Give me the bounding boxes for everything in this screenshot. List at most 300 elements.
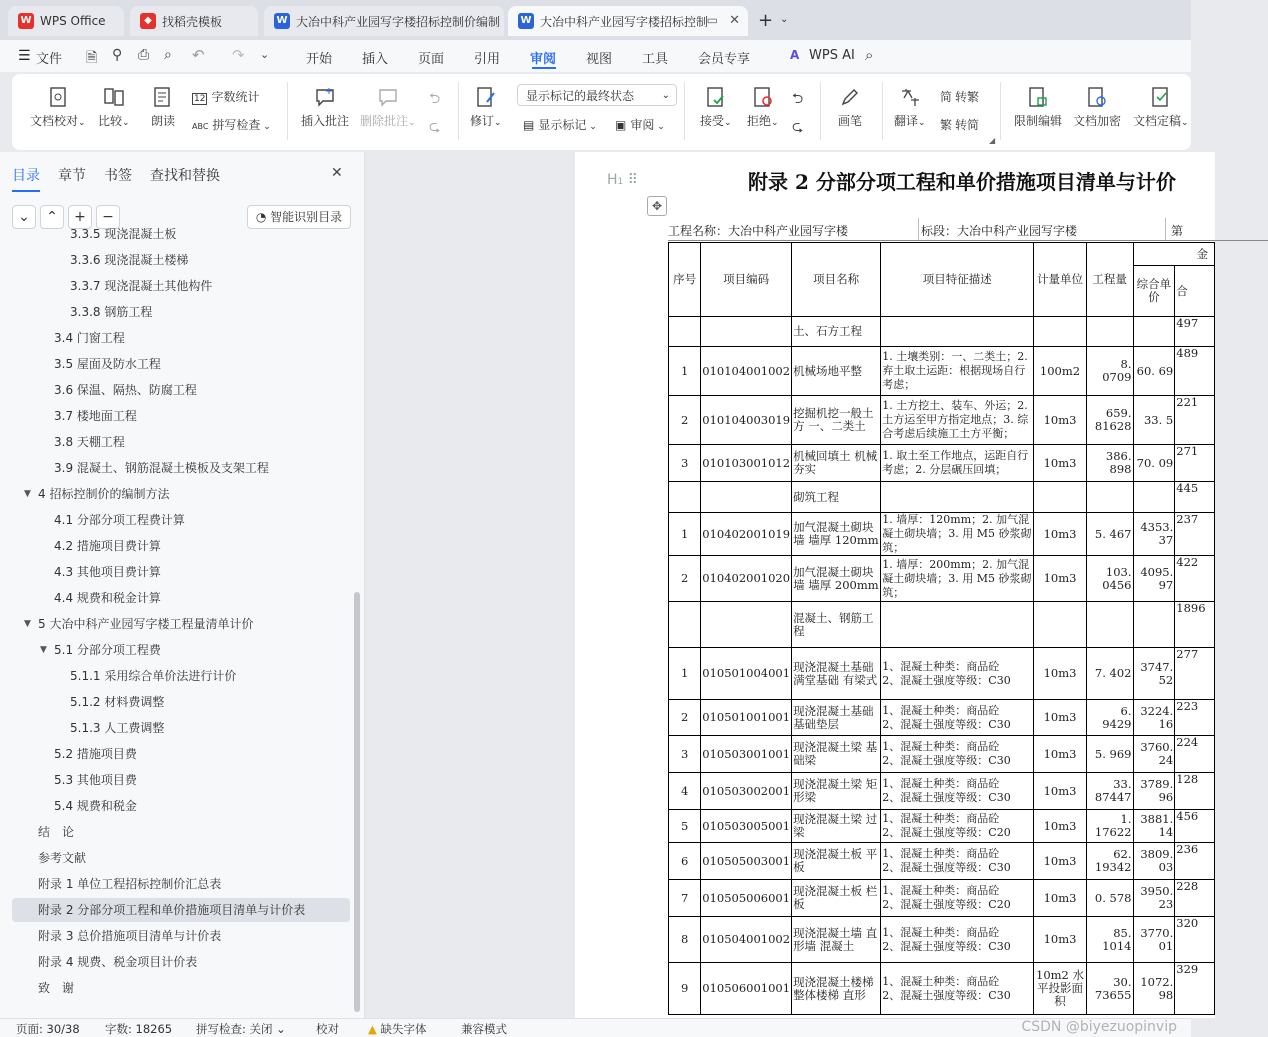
meta-divider <box>918 218 919 240</box>
cell-unit[interactable]: 10m3 <box>1034 843 1087 880</box>
tab-label: 大冶中科产业园写字楼招标控制价编制 <box>296 14 501 29</box>
translate-button[interactable]: 翻译⌄ <box>894 86 926 129</box>
table-move-handle[interactable]: ✥ <box>647 196 667 216</box>
to-traditional-button[interactable] <box>940 88 979 105</box>
ribbon-separator <box>458 82 459 140</box>
cell-desc[interactable]: 1、混凝土种类：商品砼 2、混凝土强度等级：C30 <box>881 736 1034 773</box>
prev-comment-icon[interactable]: ⮌ <box>429 91 441 107</box>
encrypt-button[interactable] <box>1073 86 1121 129</box>
cell-qty[interactable] <box>1086 317 1133 347</box>
cell-unit[interactable]: 100m2 <box>1034 347 1087 396</box>
expand-caret-icon[interactable]: ▼ <box>24 619 31 629</box>
cell-total[interactable]: 236 <box>1175 843 1215 880</box>
cell-unit[interactable]: 10m3 <box>1034 396 1087 445</box>
pen-button[interactable] <box>838 86 862 129</box>
cell-qty[interactable]: 659. 81628 <box>1086 396 1133 445</box>
cell-desc[interactable] <box>881 482 1034 513</box>
toc-item[interactable] <box>0 872 352 896</box>
cell-qty[interactable]: 0. 578 <box>1086 880 1133 917</box>
to-traditional-icon: 简 <box>940 90 953 104</box>
cell-qty[interactable]: 5. 969 <box>1086 736 1133 773</box>
bill-of-quantities-table <box>668 242 1215 1015</box>
reject-icon <box>752 86 774 108</box>
cell-qty[interactable] <box>1086 602 1133 648</box>
accept-button[interactable]: 接受⌄ <box>700 86 732 129</box>
cell-desc[interactable] <box>881 317 1034 347</box>
cell-code[interactable] <box>701 317 792 347</box>
show-markup-label: 显示标记 <box>538 118 587 132</box>
cell-no[interactable] <box>669 482 701 513</box>
cell-desc[interactable]: 1、混凝土种类：商品砼 2、混凝土强度等级：C20 <box>881 810 1034 843</box>
tab-document-2[interactable] <box>508 6 748 36</box>
toc-item[interactable] <box>0 404 352 428</box>
table-row <box>669 880 1215 917</box>
toc-item[interactable] <box>0 690 352 714</box>
tab-toc[interactable]: 目录 <box>12 168 40 184</box>
cell-qty[interactable]: 5. 467 <box>1086 513 1133 556</box>
cell-code[interactable]: 010501001001 <box>701 700 792 736</box>
cell-no[interactable]: 1 <box>669 513 701 556</box>
cell-name[interactable]: 现浇混凝土板 平板 <box>792 843 881 880</box>
table-row <box>669 513 1215 556</box>
cell-price[interactable]: 3760. 24 <box>1133 736 1175 773</box>
cell-unit[interactable]: 10m3 <box>1034 556 1087 602</box>
menu-page[interactable]: 页面 <box>418 52 445 67</box>
cell-no[interactable]: 1 <box>669 347 701 396</box>
remove-heading-button[interactable]: − <box>96 205 120 229</box>
show-markup-button[interactable]: ▤ 显示标记 ⌄ <box>523 118 597 132</box>
menu-file[interactable]: 文件 <box>36 52 63 67</box>
toc-item-label: 4.4 规费和税金计算 <box>54 591 161 605</box>
cell-total[interactable]: 271 <box>1175 445 1215 482</box>
search-icon[interactable]: ⌕ <box>865 46 874 64</box>
active-tab-underline <box>12 190 40 192</box>
tab-label: 找稻壳模板 <box>162 14 223 29</box>
save-icon[interactable]: 🗎 <box>86 50 98 66</box>
cell-desc[interactable]: 1. 取土至工作地点，运距自行考虑；2. 分层碾压回填； <box>881 445 1034 482</box>
cell-total[interactable]: 128 <box>1175 773 1215 810</box>
wps-ai-icon: A <box>790 48 800 62</box>
toc-item[interactable] <box>0 664 352 688</box>
toc-item-label: 4 招标控制价的编制方法 <box>38 487 170 501</box>
toc-item-label: 3.8 天棚工程 <box>54 435 125 449</box>
toc-item[interactable] <box>0 248 352 272</box>
cell-name[interactable]: 现浇混凝土梁 矩形梁 <box>792 773 881 810</box>
table-row <box>669 445 1215 482</box>
finalize-icon <box>1150 86 1172 108</box>
cell-price[interactable]: 3881. 14 <box>1133 810 1175 843</box>
toc-item[interactable] <box>0 352 352 376</box>
cell-name[interactable]: 现浇混凝土墙 直形墙 混凝土 <box>792 917 881 963</box>
toc-item[interactable] <box>0 846 352 870</box>
toc-item[interactable] <box>0 300 352 324</box>
cell-name[interactable]: 加气混凝土砌块墙 墙厚 120mm <box>792 513 881 556</box>
cell-unit[interactable]: 10m3 <box>1034 880 1087 917</box>
toc-item[interactable] <box>0 924 352 948</box>
cell-qty[interactable] <box>1086 482 1133 513</box>
toc-item[interactable] <box>0 768 352 792</box>
cell-no[interactable]: 2 <box>669 700 701 736</box>
cell-name[interactable]: 机械回填土 机械夯实 <box>792 445 881 482</box>
insert-comment-button[interactable] <box>301 86 349 129</box>
cell-total[interactable]: 445 <box>1175 482 1215 513</box>
word-count-button[interactable] <box>192 88 259 105</box>
status-bar <box>0 1018 1191 1037</box>
cell-code[interactable]: 010104003019 <box>701 396 792 445</box>
cell-price[interactable]: 3789. 96 <box>1133 773 1175 810</box>
ribbon-separator <box>684 82 685 140</box>
cell-no[interactable]: 2 <box>669 556 701 602</box>
cell-unit[interactable] <box>1034 482 1087 513</box>
restrict-edit-button[interactable] <box>1014 86 1062 129</box>
toc-item[interactable] <box>12 898 350 922</box>
reject-button[interactable]: 拒绝⌄ <box>747 86 779 129</box>
cell-no[interactable]: 3 <box>669 445 701 482</box>
tab-docer-templates[interactable] <box>130 6 258 36</box>
cell-total[interactable]: 422 <box>1175 556 1215 602</box>
cell-code[interactable]: 010504001002 <box>701 917 792 963</box>
cell-no[interactable]: 3 <box>669 736 701 773</box>
expand-caret-icon[interactable]: ▼ <box>40 645 47 655</box>
cell-unit[interactable]: 10m3 <box>1034 773 1087 810</box>
sidebar-scrollbar[interactable] <box>354 592 360 1012</box>
cell-qty[interactable]: 1. 17622 <box>1086 810 1133 843</box>
delete-comment-button[interactable]: 删除批注⌄ <box>360 86 416 129</box>
cell-total[interactable]: 237 <box>1175 513 1215 556</box>
ribbon-separator <box>820 82 821 140</box>
menu-insert[interactable]: 插入 <box>362 52 389 67</box>
new-tab-button[interactable]: + <box>758 10 774 31</box>
cell-unit[interactable]: 10m3 <box>1034 513 1087 556</box>
close-icon[interactable]: ✕ <box>331 165 343 181</box>
writer-doc-icon: W <box>518 13 534 29</box>
redo-icon[interactable]: ↷ <box>232 46 245 64</box>
close-icon[interactable]: ✕ <box>729 13 740 28</box>
cell-name[interactable]: 现浇混凝土板 栏板 <box>792 880 881 917</box>
table-row <box>669 347 1215 396</box>
cell-total[interactable]: 456 <box>1175 810 1215 843</box>
toc-item[interactable] <box>0 586 352 610</box>
cell-code[interactable] <box>701 482 792 513</box>
menu-reference[interactable]: 引用 <box>474 52 501 67</box>
cell-code[interactable]: 010103001012 <box>701 445 792 482</box>
toc-item-label: 3.3.7 现浇混凝土其他构件 <box>70 279 213 293</box>
cell-name[interactable]: 现浇混凝土基础 满堂基础 有梁式 <box>792 648 881 700</box>
cell-desc[interactable]: 1、混凝土种类：商品砼 2、混凝土强度等级：C30 <box>881 700 1034 736</box>
to-simplified-button[interactable] <box>940 116 979 133</box>
word-count-status[interactable]: 字数: 18265 <box>105 1022 173 1036</box>
cell-desc[interactable]: 1、混凝土种类：商品砼 2、混凝土强度等级：C30 <box>881 773 1034 810</box>
cell-desc[interactable]: 1、混凝土种类：商品砼 2、混凝土强度等级：C20 <box>881 880 1034 917</box>
toc-item[interactable] <box>0 508 352 532</box>
missing-font-status[interactable] <box>368 1021 427 1037</box>
toc-item[interactable] <box>0 716 352 740</box>
hamburger-icon[interactable]: ☰ <box>18 48 31 64</box>
header-desc: 项目特征描述 <box>881 243 1034 317</box>
add-heading-button[interactable]: + <box>68 205 92 229</box>
cell-total[interactable]: 277 <box>1175 648 1215 700</box>
toc-item[interactable] <box>0 638 352 662</box>
traditional-char-icon: 繁 <box>940 118 953 132</box>
spell-check-status[interactable]: 拼写检查: 关闭 ⌄ <box>196 1022 286 1036</box>
toc-item-label: 5.1.3 人工费调整 <box>70 721 165 735</box>
meta-divider <box>1165 218 1166 240</box>
cell-code[interactable]: 010402001020 <box>701 556 792 602</box>
cell-total[interactable]: 320 <box>1175 917 1215 963</box>
cell-desc[interactable]: 1. 土壤类别：一、二类土；2. 弃土取土运距：根据现场自行考虑； <box>881 347 1034 396</box>
undo-icon[interactable]: ↶ <box>192 46 205 64</box>
doc-check-button[interactable]: 文档校对⌄ <box>30 86 86 129</box>
cell-unit[interactable]: 10m3 <box>1034 648 1087 700</box>
review-pane-icon: ▣ <box>615 118 627 132</box>
print-icon[interactable]: ⎙ <box>138 47 150 63</box>
cell-qty[interactable]: 33. 87447 <box>1086 773 1133 810</box>
proof-status[interactable]: 校对 <box>316 1022 339 1036</box>
cell-total[interactable]: 221 <box>1175 396 1215 445</box>
toc-item[interactable] <box>0 950 352 974</box>
cell-code[interactable] <box>701 602 792 648</box>
finalize-button[interactable]: 文档定稿⌄ <box>1133 86 1189 129</box>
toc-item[interactable] <box>0 742 352 766</box>
chevron-down-icon: ⌄ <box>661 90 670 101</box>
menu-member[interactable]: 会员专享 <box>698 52 751 67</box>
accept-label: 接受 <box>700 114 725 128</box>
compat-mode-status: 兼容模式 <box>461 1022 507 1036</box>
next-comment-icon[interactable]: ⮎ <box>429 119 441 135</box>
cell-no[interactable]: 2 <box>669 396 701 445</box>
menu-view[interactable]: 视图 <box>586 52 613 67</box>
cell-price[interactable]: 4095. 97 <box>1133 556 1175 602</box>
tab-sections[interactable]: 章节 <box>58 168 86 184</box>
cell-total[interactable]: 489 <box>1175 347 1215 396</box>
cell-price[interactable]: 60. 69 <box>1133 347 1175 396</box>
cell-no[interactable]: 1 <box>669 648 701 700</box>
header-code: 项目编码 <box>701 243 792 317</box>
header-qty: 工程量 <box>1086 243 1133 317</box>
cell-code[interactable]: 010505003001 <box>701 843 792 880</box>
page-label: 第 <box>1171 224 1184 238</box>
next-revision-icon[interactable]: ⮎ <box>792 119 804 135</box>
cell-price[interactable]: 3770. 01 <box>1133 917 1175 963</box>
toc-item[interactable] <box>0 430 352 454</box>
cell-unit[interactable]: 10m3 <box>1034 445 1087 482</box>
toc-item[interactable] <box>0 612 352 636</box>
cell-code[interactable]: 010104001002 <box>701 347 792 396</box>
cell-qty[interactable]: 386. 898 <box>1086 445 1133 482</box>
cell-name[interactable]: 混凝土、钢筋工程 <box>792 602 881 648</box>
collapse-all-button[interactable]: ⌄ <box>12 205 36 229</box>
tab-label: 大冶中科产业园写字楼招标控制 <box>540 14 709 29</box>
toc-item[interactable] <box>0 534 352 558</box>
table-row <box>669 810 1215 843</box>
print-preview-icon[interactable]: ⌕ <box>164 47 172 63</box>
markup-state-value: 显示标记的最终状态 <box>526 89 635 103</box>
spell-check-label: 拼写检查 <box>212 118 261 132</box>
cell-desc[interactable]: 1、混凝土种类：商品砼 2、混凝土强度等级：C30 <box>881 648 1034 700</box>
cell-name[interactable]: 现浇混凝土梁 基础梁 <box>792 736 881 773</box>
cell-total[interactable]: 1896 <box>1175 602 1215 648</box>
toc-item[interactable] <box>0 820 352 844</box>
cell-code[interactable]: 010501004001 <box>701 648 792 700</box>
cell-no[interactable]: 8 <box>669 917 701 963</box>
cell-unit[interactable] <box>1034 602 1087 648</box>
cell-no[interactable]: 7 <box>669 880 701 917</box>
cell-price[interactable]: 3950. 23 <box>1133 880 1175 917</box>
menu-review[interactable]: 审阅 <box>530 52 557 67</box>
cell-desc[interactable]: 1. 墙厚：200mm；2. 加气混凝土砌块墙；3. 用 M5 砂浆砌筑； <box>881 556 1034 602</box>
cell-qty[interactable]: 8. 0709 <box>1086 347 1133 396</box>
menu-tools[interactable]: 工具 <box>642 52 669 67</box>
tab-document-1[interactable] <box>264 6 504 36</box>
toc-item-label: 5.1.1 采用综合单价法进行计价 <box>70 669 237 683</box>
cell-name[interactable]: 挖掘机挖一般土方 一、二类土 <box>792 396 881 445</box>
menu-wps-ai[interactable]: WPS AI <box>809 48 855 63</box>
to-simplified-label: 转简 <box>955 118 980 132</box>
toc-item[interactable] <box>0 274 352 298</box>
encrypt-icon <box>1086 86 1108 108</box>
cell-code[interactable]: 010503005001 <box>701 810 792 843</box>
cell-desc[interactable]: 1、混凝土种类：商品砼 2、混凝土强度等级：C30 <box>881 843 1034 880</box>
chevron-down-icon[interactable]: ⌄ <box>780 14 789 25</box>
document-title: 附录 2 分部分项工程和单价措施项目清单与计价 <box>748 170 1176 194</box>
cell-name[interactable]: 加气混凝土砌块墙 墙厚 200mm <box>792 556 881 602</box>
cell-price[interactable]: 3809. 03 <box>1133 843 1175 880</box>
cell-code[interactable]: 010503002001 <box>701 773 792 810</box>
header-unit: 计量单位 <box>1034 243 1087 317</box>
cell-unit[interactable]: 10m3 <box>1034 736 1087 773</box>
menu-start[interactable]: 开始 <box>306 52 333 67</box>
finalize-label: 文档定稿 <box>1133 114 1182 128</box>
cell-total[interactable]: 497 <box>1175 317 1215 347</box>
review-pane-button[interactable]: ▣ 审阅 ⌄ <box>615 118 665 132</box>
cell-code[interactable]: 010505006001 <box>701 880 792 917</box>
cell-unit[interactable]: 10m3 <box>1034 700 1087 736</box>
cell-name[interactable]: 机械场地平整 <box>792 347 881 396</box>
page-indicator[interactable]: 页面: 30/38 <box>16 1022 80 1036</box>
toc-item-label: 3.9 混凝土、钢筋混凝土模板及支架工程 <box>54 461 269 475</box>
reject-label: 拒绝 <box>747 114 772 128</box>
cell-unit[interactable]: 10m3 <box>1034 810 1087 843</box>
cell-price[interactable]: 3747. 52 <box>1133 648 1175 700</box>
cell-no[interactable] <box>669 602 701 648</box>
cell-qty[interactable]: 85. 1014 <box>1086 917 1133 963</box>
toc-item[interactable] <box>0 222 352 246</box>
cell-code[interactable]: 010402001019 <box>701 513 792 556</box>
cell-no[interactable]: 6 <box>669 843 701 880</box>
cell-name[interactable]: 土、石方工程 <box>792 317 881 347</box>
translate-label: 翻译 <box>894 114 919 128</box>
toc-item[interactable] <box>0 794 352 818</box>
ai-icon: ◔ <box>255 210 271 224</box>
cell-price[interactable]: 33. 5 <box>1133 396 1175 445</box>
cell-no[interactable]: 5 <box>669 810 701 843</box>
cell-qty[interactable]: 7. 402 <box>1086 648 1133 700</box>
cell-no[interactable] <box>669 317 701 347</box>
cell-price[interactable]: 3224. 16 <box>1133 700 1175 736</box>
ribbon-separator <box>882 82 883 140</box>
cell-unit[interactable]: 10m3 <box>1034 917 1087 963</box>
header-name: 项目名称 <box>792 243 881 317</box>
cell-no[interactable]: 4 <box>669 773 701 810</box>
cell-total[interactable]: 224 <box>1175 736 1215 773</box>
toc-item[interactable] <box>0 456 352 480</box>
more-chevron-icon[interactable]: ⌄ <box>260 48 270 61</box>
expand-up-button[interactable]: ⌃ <box>40 205 64 229</box>
table-row <box>669 556 1215 602</box>
cell-desc[interactable]: 1、混凝土种类：商品砼 2、混凝土强度等级：C30 <box>881 963 1034 1015</box>
cell-qty[interactable]: 6. 9429 <box>1086 700 1133 736</box>
project-name: 工程名称：大冶中科产业园写字楼 <box>668 224 849 238</box>
cell-total[interactable]: 223 <box>1175 700 1215 736</box>
doc-check-icon <box>47 86 69 108</box>
cell-qty[interactable]: 30. 73655 <box>1086 963 1133 1015</box>
tab-find-replace[interactable]: 查找和替换 <box>150 168 220 184</box>
toc-item-label: 3.3.6 现浇混凝土楼梯 <box>70 253 189 267</box>
cell-qty[interactable]: 103. 0456 <box>1086 556 1133 602</box>
revise-button[interactable]: 修订⌄ <box>470 86 502 129</box>
cell-price[interactable] <box>1133 482 1175 513</box>
heading-marker-icon[interactable]: H1 ⠿ <box>607 172 638 188</box>
revise-label: 修订 <box>470 114 495 128</box>
cell-price[interactable]: 1072. 98 <box>1133 963 1175 1015</box>
expand-caret-icon[interactable]: ▼ <box>24 489 31 499</box>
cell-desc[interactable]: 1、混凝土种类：商品砼 2、混凝土强度等级：C30 <box>881 917 1034 963</box>
cell-price[interactable]: 4353. 37 <box>1133 513 1175 556</box>
cell-no[interactable]: 9 <box>669 963 701 1015</box>
toc-item[interactable] <box>0 560 352 584</box>
cell-desc[interactable] <box>881 602 1034 648</box>
toc-item[interactable] <box>0 326 352 350</box>
markup-state-select[interactable] <box>517 84 677 106</box>
cell-code[interactable]: 010506001001 <box>701 963 792 1015</box>
tab-wps-office[interactable] <box>8 6 124 36</box>
cell-unit[interactable] <box>1034 317 1087 347</box>
share-icon[interactable]: ⚲ <box>112 47 123 63</box>
compare-icon <box>103 86 125 108</box>
cell-desc[interactable]: 1. 土方挖土、装车、外运；2. 土方运至甲方指定地点；3. 综合考虑后续施工土方平衡； <box>881 396 1034 445</box>
cell-total[interactable]: 329 <box>1175 963 1215 1015</box>
pen-icon <box>839 86 861 108</box>
toc-item[interactable] <box>0 976 352 1000</box>
cell-name[interactable]: 现浇混凝土梁 过梁 <box>792 810 881 843</box>
cell-name[interactable]: 现浇混凝土基础 基础垫层 <box>792 700 881 736</box>
compare-button[interactable]: 比较⌄ <box>98 86 130 129</box>
toc-item[interactable] <box>0 378 352 402</box>
screen-icon[interactable]: ▭ <box>706 13 718 27</box>
toc-item-label: 5.2 措施项目费 <box>54 747 137 761</box>
cell-unit[interactable]: 10m2 水平投影面积 <box>1034 963 1087 1015</box>
ribbon-expand-icon[interactable]: ◢ <box>989 136 996 145</box>
cell-price[interactable] <box>1133 602 1175 648</box>
cell-price[interactable] <box>1133 317 1175 347</box>
cell-code[interactable]: 010503001001 <box>701 736 792 773</box>
review-ribbon <box>12 74 1191 150</box>
spell-check-status-label: 拼写检查: 关闭 <box>196 1022 273 1036</box>
prev-revision-icon[interactable]: ⮌ <box>792 91 804 107</box>
tab-bookmarks[interactable]: 书签 <box>104 168 132 184</box>
cell-total[interactable]: 228 <box>1175 880 1215 917</box>
restrict-edit-label: 限制编辑 <box>1014 114 1063 128</box>
cell-desc[interactable]: 1. 墙厚：120mm；2. 加气混凝土砌块墙；3. 用 M5 砂浆砌筑； <box>881 513 1034 556</box>
cell-name[interactable]: 砌筑工程 <box>792 482 881 513</box>
cell-price[interactable]: 70. 09 <box>1133 445 1175 482</box>
insert-comment-icon <box>314 86 336 108</box>
read-aloud-button[interactable] <box>151 86 175 129</box>
spell-check-button[interactable]: ABC 拼写检查 ⌄ <box>192 118 271 132</box>
cell-qty[interactable]: 62. 19342 <box>1086 843 1133 880</box>
toc-item[interactable] <box>0 482 352 506</box>
cell-name[interactable]: 现浇混凝土楼梯 整体楼梯 直形 <box>792 963 881 1015</box>
